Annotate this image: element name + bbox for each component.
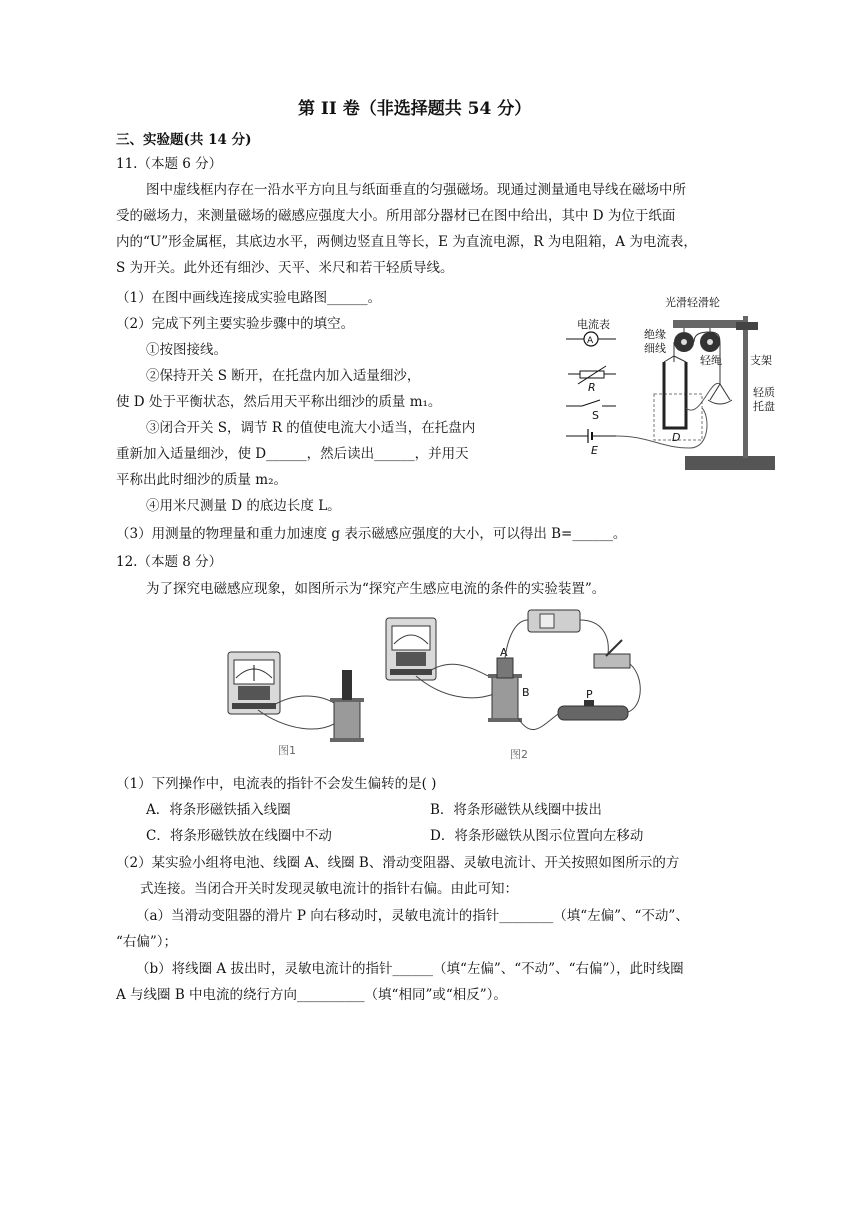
q12-part-a-line2: “右偏”）； <box>116 934 178 950</box>
q11-step1: ①按图接线。 <box>146 342 227 358</box>
q12-option-c: C．将条形磁铁放在线圈中不动 <box>146 828 332 844</box>
fig2-caption: 图2 <box>510 748 528 761</box>
slider-p-label: P <box>586 688 593 701</box>
q11-step2b: 使 D 处于平衡状态，然后用天平称出细沙的质量 m₁。 <box>116 394 442 410</box>
coil-a-label: A <box>500 646 508 659</box>
q12-option-b: B．将条形磁铁从线圈中拔出 <box>430 802 602 818</box>
q12-header: 12.（本题 8 分） <box>116 554 223 570</box>
q12-option-d: D．将条形磁铁从图示位置向左移动 <box>430 828 644 844</box>
figure1-galvanometer-coil <box>222 648 372 758</box>
q11-header: 11.（本题 6 分） <box>116 156 223 172</box>
part3-heading: 三、实验题(共 14 分) <box>116 132 252 148</box>
q11-step3a: ③闭合开关 S，调节 R 的值使电流大小适当，在托盘内 <box>146 420 476 436</box>
q12-part-b-line2: A 与线圈 B 中电流的绕行方向__________（填“相同”或“相反”）。 <box>116 987 507 1003</box>
tray-label2: 托盘 <box>753 400 775 413</box>
resistor-letter: R <box>588 381 596 394</box>
q12-sub1: （1）下列操作中，电流表的指针不会发生偏转的是( ) <box>116 776 437 792</box>
tray-icon <box>708 400 732 404</box>
pulley-label: 光滑轻滑轮 <box>665 296 720 309</box>
q12-sub2-line2: 式连接。当闭合开关时发现灵敏电流计的指针右偏。由此可知： <box>140 881 518 897</box>
q11-sub1: （1）在图中画线连接成实验电路图______。 <box>116 290 382 306</box>
q12-part-a-line1: （a）当滑动变阻器的滑片 P 向右移动时，灵敏电流计的指针________（填“左偏”、“不动”、 <box>136 908 689 924</box>
q11-intro-line4: S 为开关。此外还有细沙、天平、米尺和若干轻质导线。 <box>116 260 454 276</box>
q11-step4: ④用米尺测量 D 的底边长度 L。 <box>146 498 341 514</box>
battery-letter: E <box>591 444 598 457</box>
figure2-circuit <box>382 606 672 762</box>
switch-icon <box>594 654 630 668</box>
insulated-wire-label2: 细线 <box>644 342 666 355</box>
u-frame-icon <box>664 362 686 428</box>
q11-sub3: （3）用测量的物理量和重力加速度 g 表示磁感应强度的大小，可以得出 B=______。 <box>116 526 627 542</box>
bar-magnet-icon <box>342 670 352 700</box>
stand-base-icon <box>685 456 775 470</box>
insulated-wire-label: 绝缘 <box>644 328 666 341</box>
coil1-icon <box>334 700 360 740</box>
coil-b-label: B <box>522 686 530 699</box>
q11-intro-line1: 图中虚线框内存在一沿水平方向且与纸面垂直的匀强磁场。现通过测量通电导线在磁场中所 <box>146 182 686 198</box>
ammeter-label: 电流表 <box>577 318 610 331</box>
q11-apparatus-figure <box>560 288 780 488</box>
q11-step3b: 重新加入适量细沙，使 D______，然后读出______，并用天 <box>116 446 469 462</box>
frame-letter: D <box>672 431 681 444</box>
q11-step3c: 平称出此时细沙的质量 m₂。 <box>116 472 288 488</box>
section-title: 第 II 卷（非选择题共 54 分） <box>298 99 532 119</box>
ammeter-letter: A <box>587 336 594 346</box>
rheostat-icon <box>558 706 628 720</box>
stand-label: 支架 <box>750 354 772 367</box>
q11-intro-line2: 受的磁场力，来测量磁场的磁感应强度大小。所用部分器材已在图中给出，其中 D 为位于纸面 <box>116 208 676 224</box>
q12-option-a: A．将条形磁铁插入线圈 <box>146 802 291 818</box>
switch-letter: S <box>592 409 599 422</box>
q11-intro-line3: 内的“U”形金属框，其底边水平，两侧边竖直且等长，E 为直流电源，R 为电阻箱，A 为电流表， <box>116 234 697 250</box>
coil-a-icon <box>497 658 513 678</box>
rope-label: 轻绳 <box>700 354 722 367</box>
fig1-caption: 图1 <box>278 744 296 757</box>
switch-symbol-icon <box>582 400 600 406</box>
coil-b-icon <box>492 676 518 720</box>
tray-label: 轻质 <box>753 386 775 399</box>
q12-part-b-line1: （b）将线圈 A 拔出时，灵敏电流计的指针______（填“左偏”、“不动”、“右偏”），此时线圈 <box>136 961 684 977</box>
q12-sub2-line1: （2）某实验小组将电池、线圈 A、线圈 B、滑动变阻器、灵敏电流计、开关按照如图所示的方 <box>116 855 680 871</box>
q11-sub2: （2）完成下列主要实验步骤中的填空。 <box>116 316 355 332</box>
q12-intro: 为了探究电磁感应现象，如图所示为“探究产生感应电流的条件的实验装置”。 <box>146 581 606 597</box>
q11-step2a: ②保持开关 S 断开，在托盘内加入适量细沙， <box>146 368 421 384</box>
